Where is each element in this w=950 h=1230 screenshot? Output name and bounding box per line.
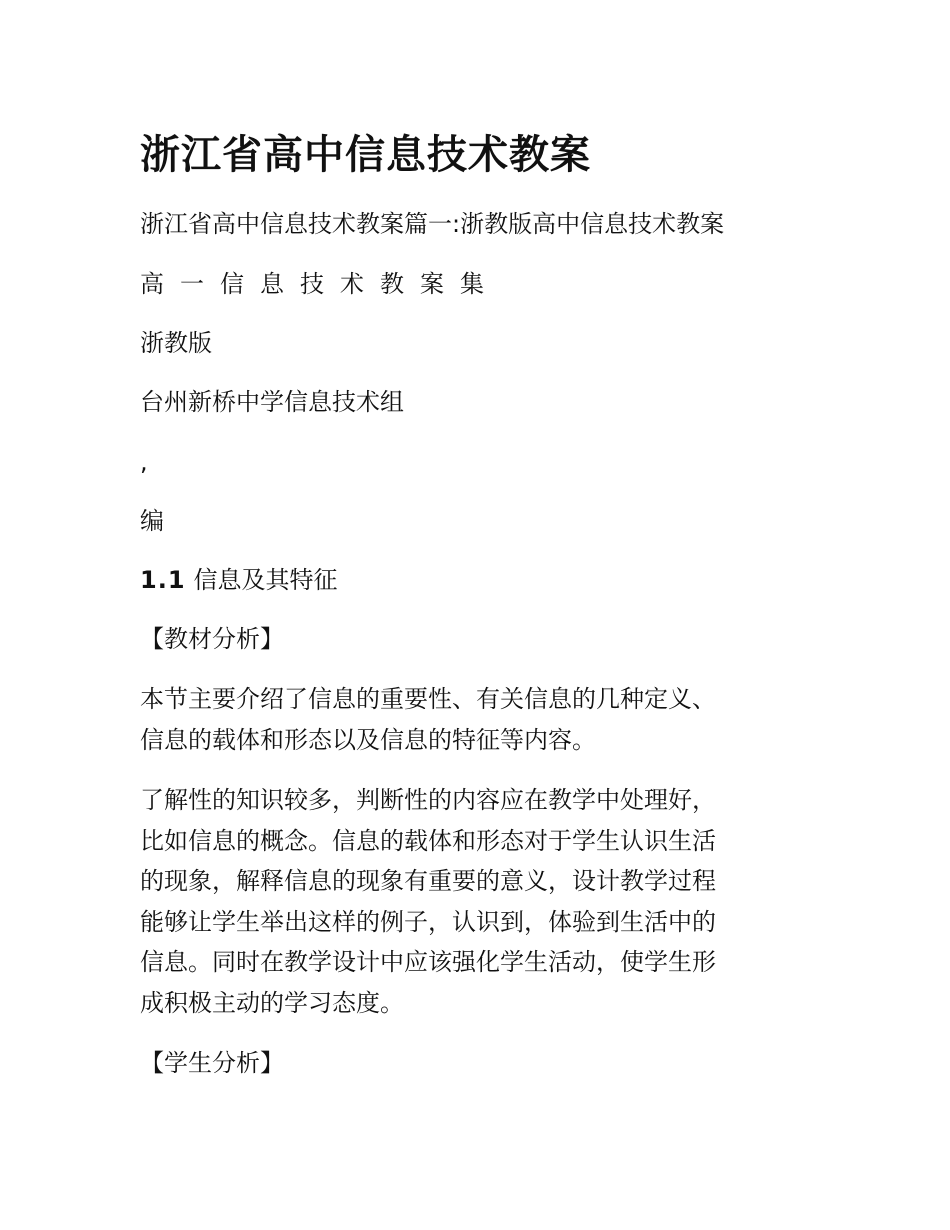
- section-heading: [140, 568, 338, 592]
- paragraph-line: 信息。同时在教学设计中应该强化学生活动，使学生形: [140, 948, 716, 976]
- paragraph-teaching-notes: [140, 780, 820, 1023]
- page-title: 浙江省高中信息技术教案: [140, 132, 591, 178]
- paragraph-line: 比如信息的概念。信息的载体和形态对于学生认识生活: [140, 826, 716, 855]
- section-title: 信息及其特征: [193, 566, 338, 594]
- paragraph-line: 信息的载体和形态以及信息的特征等内容。: [140, 725, 596, 754]
- heading-student-analysis: 【学生分析】: [140, 1049, 284, 1077]
- paragraph-line: 的现象，解释信息的现象有重要的意义，设计教学过程: [140, 867, 716, 895]
- section-number: 1.1: [140, 566, 186, 594]
- collection-title: 高一信息技术教案集: [140, 270, 500, 298]
- editor-label: 编: [140, 507, 164, 535]
- document-subtitle: 浙江省高中信息技术教案篇一:浙教版高中信息技术教案: [140, 210, 725, 238]
- author-group: 台州新桥中学信息技术组: [140, 388, 404, 416]
- paragraph-material-overview: [140, 679, 820, 760]
- heading-material-analysis: 【教材分析】: [140, 625, 284, 653]
- paragraph-line: 了解性的知识较多，判断性的内容应在教学中处理好，: [140, 786, 716, 814]
- paragraph-line: 本节主要介绍了信息的重要性、有关信息的几种定义、: [140, 685, 716, 713]
- paragraph-line: 成积极主动的学习态度。: [140, 988, 404, 1017]
- edition-label: 浙教版: [140, 329, 212, 357]
- paragraph-line: 能够让学生举出这样的例子，认识到，体验到生活中的: [140, 907, 716, 936]
- stray-comma: ,: [140, 448, 148, 476]
